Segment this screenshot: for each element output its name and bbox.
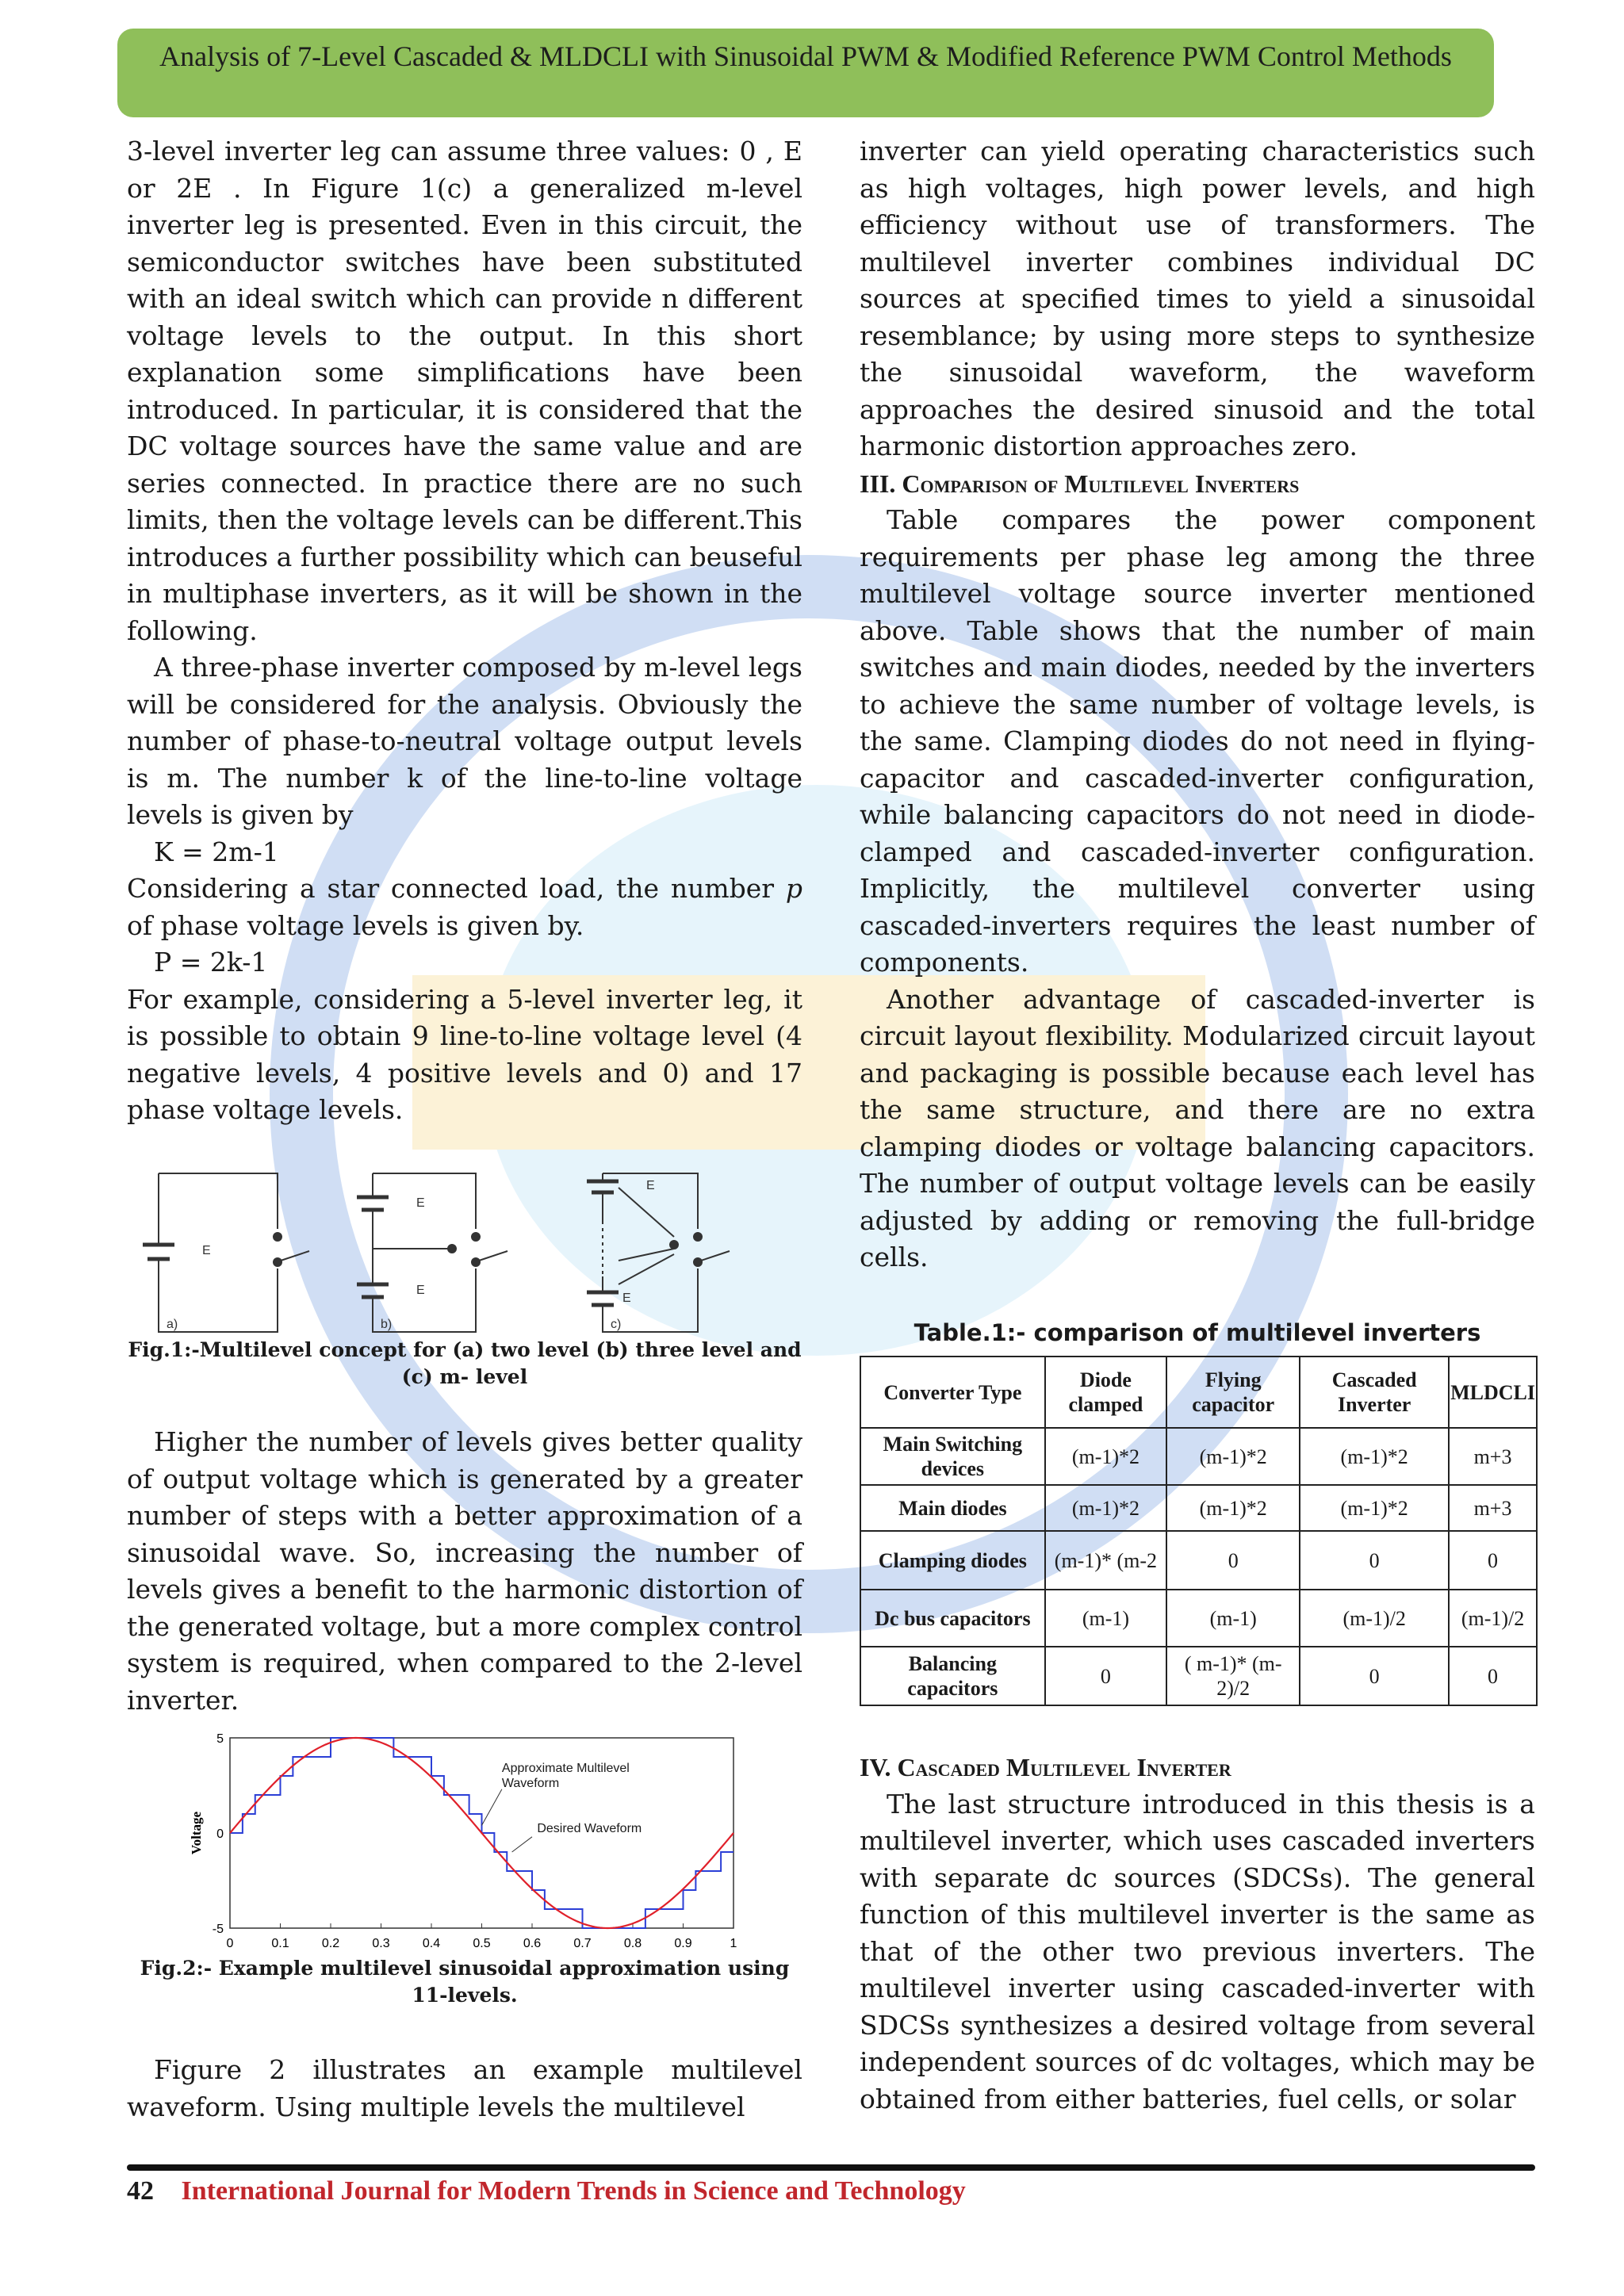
variable-p: p: [785, 873, 802, 904]
left-paragraph-1: 3-level inverter leg can assume three values: 0 , E or 2E . In Figure 1(c) a generalized m-level inverter leg is presented. Even in this circuit, the semiconductor switches have been substituted with an ideal switch which can provide n different voltage levels to the output. In this short explanation some simplifications have been introduced. In particular, it is considered that the DC voltage sources have the same value and are series connected. In practice there are no such limits, then the voltage levels can be different.This introduces a further possibility which can beuseful in multiphase inverters, as it will be shown in the following.: [127, 136, 802, 646]
table-cell: 0: [1300, 1531, 1449, 1590]
fig1-label-e: E: [202, 1244, 211, 1257]
table-header-cell: Diode clamped: [1045, 1357, 1166, 1428]
x-tick-label: 0.2: [321, 1937, 340, 1950]
right-paragraph-3: Another advantage of cascaded-inverter is circuit layout flexibility. Modularized circuit layout and packaging is possible because each level has the same structure, and there are no extra clamping diodes or voltage balancing capacitors. The number of output voltage levels can be easily adjusted by adding or removing the full-bridge cells.: [860, 983, 1535, 1272]
table-cell: (m-1)*2: [1300, 1485, 1449, 1531]
table-row: [860, 1647, 1537, 1705]
table-title: Table.1:- comparison of multilevel inverters: [914, 1319, 1481, 1346]
right-paragraph-1: inverter can yield operating characteristics such as high voltages, high power levels, and high efficiency without use of transformers. The multilevel inverter combines individual DC sources at specified times to yield a sinusoidal resemblance; by using more steps to synthesize the sinusoidal waveform, the waveform approaches the desired sinusoid and the total harmonic distortion approaches zero.: [860, 136, 1535, 461]
y-axis-label: Voltage: [189, 1811, 204, 1855]
fig1-label-e: E: [416, 1196, 425, 1210]
x-tick-label: 0.9: [674, 1937, 692, 1950]
page-number: 42: [127, 2176, 154, 2206]
table-cell: (m-1): [1045, 1590, 1166, 1647]
table-row-header: Main Switching devices: [860, 1428, 1045, 1485]
table-cell: (m-1)* (m-2: [1045, 1531, 1166, 1590]
x-tick-label: 0.7: [573, 1937, 592, 1950]
page-footer: [127, 2176, 966, 2206]
table-row: [860, 1485, 1537, 1531]
table-cell: 0: [1045, 1647, 1166, 1705]
right-column-lower: [860, 1749, 1535, 2118]
figure-2-caption-block: [127, 1955, 802, 2009]
y-tick-label: 0: [216, 1827, 224, 1841]
x-tick-label: 1: [730, 1937, 737, 1950]
right-column: [860, 133, 1535, 1276]
left-paragraph-6: Figure 2 illustrates an example multilevel waveform. Using multiple levels the multilevel: [127, 2054, 802, 2122]
table-cell: (m-1)*2: [1300, 1428, 1449, 1485]
left-paragraph-2: A three-phase inverter composed by m-level legs will be considered for the analysis. Obviously the number of phase-to-neutral voltage output levels is m. The number k of the line-to-line voltage levels is given by: [127, 652, 802, 830]
table-cell: m+3: [1449, 1485, 1537, 1531]
header-title: Analysis of 7-Level Cascaded & MLDCLI with Sinusoidal PWM & Modified Reference PWM Control Methods: [159, 40, 1452, 72]
y-tick-label: -5: [212, 1923, 224, 1936]
table-cell: (m-1)*2: [1166, 1428, 1300, 1485]
table-cell: (m-1)/2: [1300, 1590, 1449, 1647]
fig1-label-e: E: [416, 1284, 425, 1297]
figure-1-caption: Fig.1:-Multilevel concept for (a) two level (b) three level and (c) m- level: [128, 1338, 802, 1388]
table-cell: (m-1)*2: [1166, 1485, 1300, 1531]
page-header: [117, 29, 1494, 117]
left-column-bottom: [127, 2052, 802, 2126]
left-paragraph-5: Higher the number of levels gives better quality of output voltage which is generated by a greater number of steps with a better approximation of a sinusoidal wave. So, increasing the number of levels gives a benefit to the harmonic distortion of the generated voltage, but a more complex control system is required, when compared to the 2-level inverter.: [127, 1426, 802, 1716]
left-paragraph-4: For example, considering a 5-level inverter leg, it is possible to obtain 9 line-to-line voltage level (4 negative levels, 4 positive levels and 0) and 17 phase voltage levels.: [127, 983, 802, 1125]
table-row-header: Dc bus capacitors: [860, 1590, 1045, 1647]
figure-1-circuits: [127, 1165, 802, 1340]
y-tick-label: 5: [216, 1732, 224, 1746]
table-cell: 0: [1166, 1531, 1300, 1590]
table-row-header: Main diodes: [860, 1485, 1045, 1531]
table-row: [860, 1428, 1537, 1485]
table-header-row: [860, 1357, 1537, 1428]
legend-desired: [537, 1822, 695, 1846]
right-paragraph-2: Table compares the power component requirements per phase leg among the three multilevel voltage source inverter mentioned above. Table shows that the number of main switches and main diodes, needed by the inverters to achieve the same number of voltage levels, is the same. Clamping diodes do not need in flying-capacitor and cascaded-inverter configuration, while balancing capacitors do not need in diode-clamped and cascaded-inverter configuration. Implicitly, the multilevel converter using cascaded-inverters requires the least number of components.: [860, 504, 1535, 978]
legend-approx: [502, 1761, 653, 1808]
table-row: [860, 1531, 1537, 1590]
table-cell: 0: [1300, 1647, 1449, 1705]
table-cell: ( m-1)* (m-2)/2: [1166, 1647, 1300, 1705]
x-tick-label: 0: [226, 1937, 234, 1950]
text-run: Considering a star connected load, the number: [127, 873, 786, 904]
table-row-header: Clamping diodes: [860, 1531, 1045, 1590]
comparison-table: [860, 1356, 1538, 1706]
x-tick-label: 0.8: [623, 1937, 642, 1950]
right-paragraph-4: The last structure introduced in this thesis is a multilevel inverter, which uses cascaded inverters with separate dc sources (SDCSs). The general function of this multilevel inverter is the same as that of the other two previous inverters. The multilevel inverter using cascaded-inverter with SDCSs synthesizes a desired voltage from several independent sources of dc voltages, which may be obtained from either batteries, fuel cells, or solar: [860, 1788, 1535, 2114]
section-heading-3: III. Comparison of Multilevel Inverters: [860, 469, 1300, 498]
left-paragraph-3: [127, 871, 802, 944]
table-cell: 0: [1449, 1647, 1537, 1705]
fig1-label-e: E: [622, 1292, 631, 1305]
table-row: [860, 1590, 1537, 1647]
table-header-cell: Converter Type: [860, 1357, 1045, 1428]
equation-k: K = 2m-1: [154, 836, 279, 867]
legend-label-approx: Approximate Multilevel Waveform: [501, 1761, 630, 1790]
figure-2-caption: Fig.2:- Example multilevel sinusoidal approximation using 11-levels.: [140, 1957, 790, 2007]
x-tick-label: 0.5: [473, 1937, 491, 1950]
footer-rule: [127, 2164, 1535, 2171]
fig1-label-e: E: [646, 1179, 655, 1192]
left-column-lower: [127, 1424, 802, 1719]
table-cell: (m-1): [1166, 1590, 1300, 1647]
figure-2-chart: [186, 1728, 741, 1974]
x-tick-label: 0.6: [523, 1937, 542, 1950]
figure-1-caption-block: [127, 1337, 802, 1391]
legend-label-desired: Desired Waveform: [537, 1821, 642, 1835]
journal-name: International Journal for Modern Trends in Science and Technology: [181, 2176, 966, 2206]
table-cell: (m-1)*2: [1045, 1485, 1166, 1531]
left-column: [127, 133, 802, 1129]
table-header-cell: Flying capacitor: [1166, 1357, 1300, 1428]
x-tick-label: 0.3: [372, 1937, 390, 1950]
table-cell: 0: [1449, 1531, 1537, 1590]
table-header-cell: Cascaded Inverter: [1300, 1357, 1449, 1428]
table-cell: m+3: [1449, 1428, 1537, 1485]
table-header-cell: MLDCLI: [1449, 1357, 1537, 1428]
fig1-label-b: b): [381, 1318, 393, 1331]
x-tick-label: 0.4: [422, 1937, 441, 1950]
fig1-label-c: c): [611, 1318, 622, 1331]
table-row-header: Balancing capacitors: [860, 1647, 1045, 1705]
text-run: of phase voltage levels is given by.: [127, 909, 584, 941]
fig1-label-a: a): [167, 1318, 178, 1331]
equation-p: P = 2k-1: [154, 947, 268, 978]
table-cell: (m-1)/2: [1449, 1590, 1537, 1647]
x-tick-label: 0.1: [271, 1937, 289, 1950]
table-cell: (m-1)*2: [1045, 1428, 1166, 1485]
section-heading-4: IV. Cascaded Multilevel Inverter: [860, 1753, 1231, 1781]
